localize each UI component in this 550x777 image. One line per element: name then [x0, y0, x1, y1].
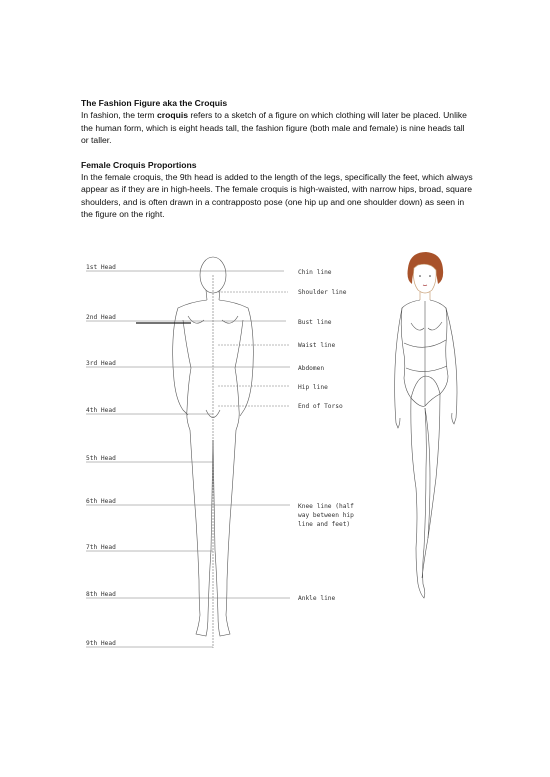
label-end-of-torso: End of Torso	[298, 403, 343, 410]
proportion-chart-figure	[78, 250, 368, 660]
label-chin-line: Chin line	[298, 269, 332, 276]
head-label-9: 9th Head	[86, 640, 116, 647]
label-ankle-line: Ankle line	[298, 595, 336, 602]
label-abdomen: Abdomen	[298, 365, 325, 372]
head-label-1: 1st Head	[86, 264, 116, 271]
label-knee-line-2: way between hip	[298, 512, 354, 519]
croquis-definition-paragraph	[81, 109, 473, 146]
head-label-5: 5th Head	[86, 455, 116, 462]
head-label-3: 3rd Head	[86, 360, 116, 367]
label-knee-line-1: Knee line (half	[298, 503, 354, 510]
section-title-croquis: The Fashion Figure aka the Croquis	[81, 98, 228, 108]
paragraph-text-start: In fashion, the term	[81, 110, 157, 121]
head-label-6: 6th Head	[86, 498, 116, 505]
head-label-2: 2nd Head	[86, 314, 116, 321]
paragraph-text-end: refers to a sketch of a figure on which clothing will later be placed. Unlike the human form, which is eight heads tall, the fashion figure (both male and female) is nine heads tall or taller.	[81, 110, 467, 146]
croquis-illustration	[378, 248, 468, 603]
label-waist-line: Waist line	[298, 342, 336, 349]
intro-text	[81, 97, 473, 221]
head-label-7: 7th Head	[86, 544, 116, 551]
term-croquis: croquis	[156, 110, 188, 121]
head-label-8: 8th Head	[86, 591, 116, 598]
label-knee-line-3: line and feet)	[298, 521, 351, 528]
label-shoulder-line: Shoulder line	[298, 289, 347, 296]
section-title-proportions: Female Croquis Proportions	[81, 159, 197, 170]
label-bust-line: Bust line	[298, 319, 332, 326]
proportions-paragraph: In the female croquis, the 9th head is added to the length of the legs, specifically the feet, which always appear as if they are in high-heels. The female croquis is high-waisted, with narrow hips, broad, square shoulders, and is often drawn in a contrapposto pose (one hip up and one shoulder down) as seen in the figure on the right.	[81, 172, 473, 220]
label-hip-line: Hip line	[298, 384, 328, 391]
head-label-4: 4th Head	[86, 407, 116, 414]
